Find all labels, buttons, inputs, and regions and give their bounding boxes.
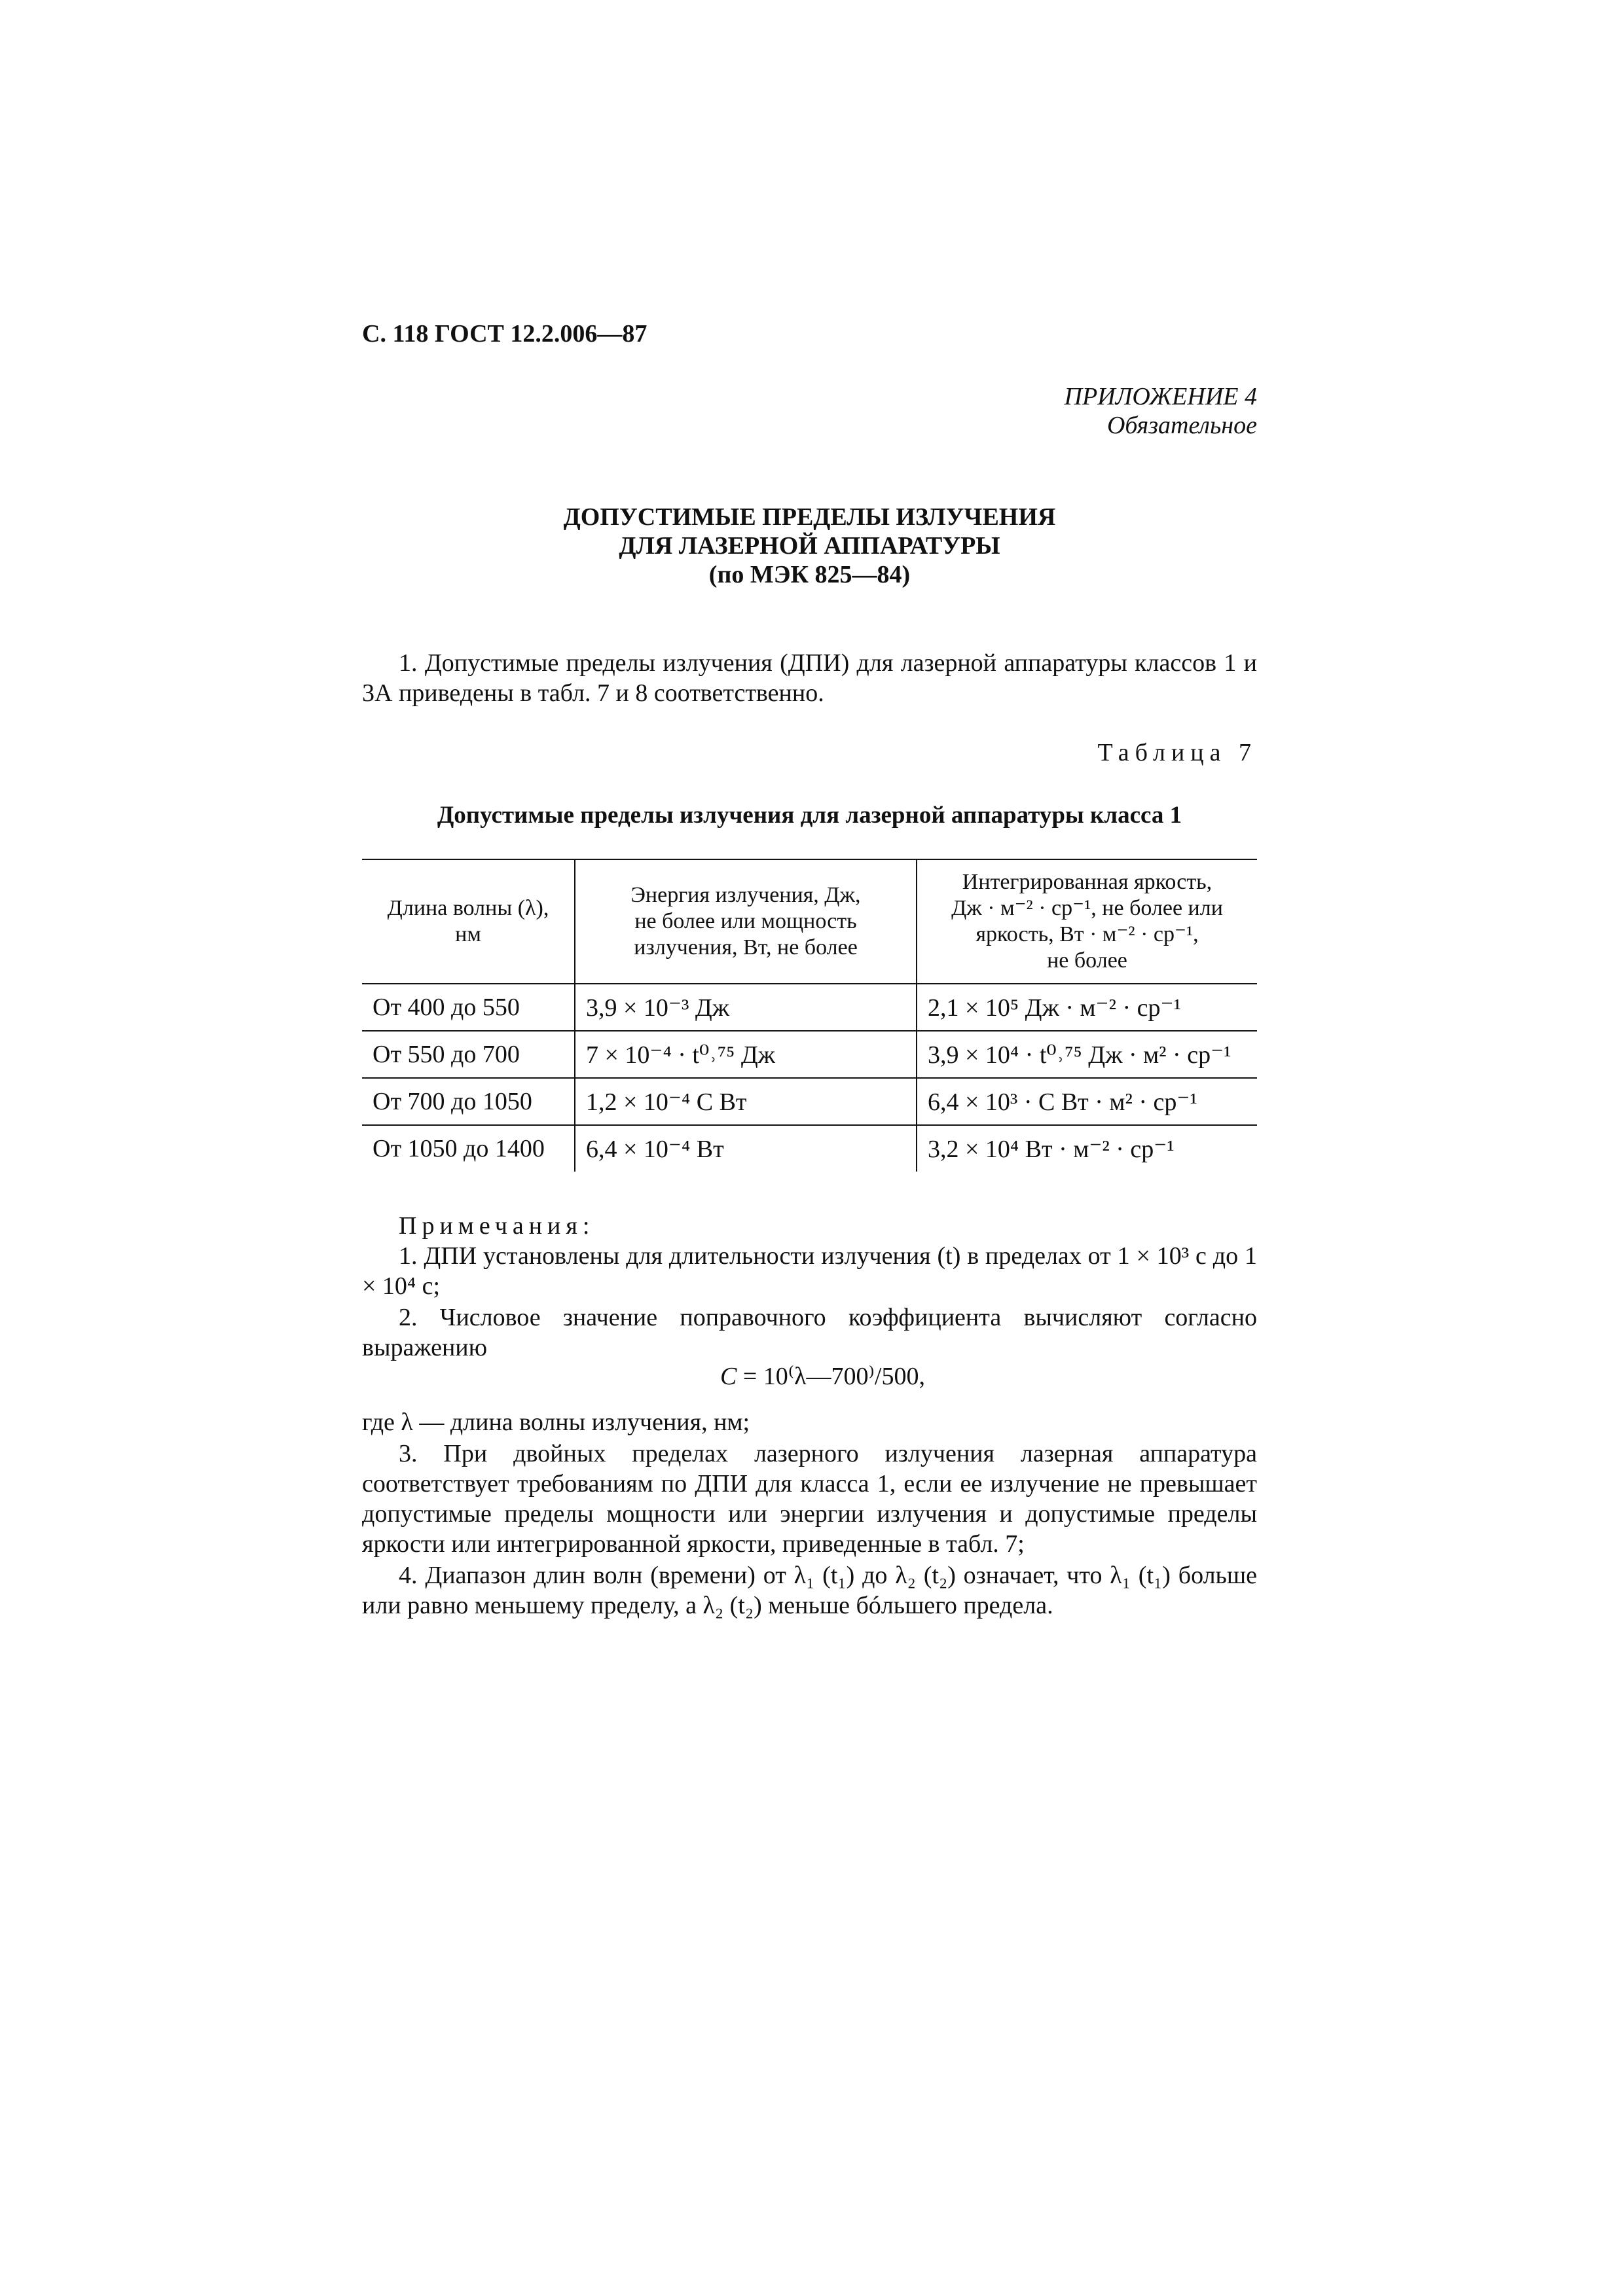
notes-title: Примечания: [399,1212,595,1240]
intro-paragraph: 1. Допустимые пределы излучения (ДПИ) для лазерной аппаратуры классов 1 и 3А приведены в табл. 7 и 8 соответственно. [362,649,1257,707]
cell-radiance: 3,9 × 10⁴ · t⁰˒⁷⁵ Дж · м² · ср⁻¹ [917,1031,1257,1078]
header-radiance [917,859,1257,984]
cell-wavelength: От 400 до 550 [362,984,575,1031]
cell-energy: 3,9 × 10⁻³ Дж [575,984,917,1031]
header-wavelength-line-2: нм [455,922,481,946]
header-radiance-line-2: Дж · м⁻² · ср⁻¹, не более или [951,896,1223,920]
note-4: 4. Диапазон длин волн (времени) от λ₁ (t₁) до λ₂ (t₂) означает, что λ₁ (t₁) больше или равно меньшему пределу, а λ₂ (t₂) меньше бóльшего предела. [362,1562,1257,1619]
cell-wavelength: От 550 до 700 [362,1031,575,1078]
appendix-block [1065,382,1257,440]
table-row [362,1031,1257,1078]
appendix-label: ПРИЛОЖЕНИЕ 4 [1064,383,1257,410]
cell-wavelength: От 700 до 1050 [362,1078,575,1125]
correction-formula [720,1361,925,1391]
header-radiance-line-1: Интегрированная яркость, [962,870,1213,894]
title-line-1: ДОПУСТИМЫЕ ПРЕДЕЛЫ ИЗЛУЧЕНИЯ [563,503,1056,531]
header-energy-line-2: не более или мощность [634,909,857,933]
cell-energy: 7 × 10⁻⁴ · t⁰˒⁷⁵ Дж [575,1031,917,1078]
note-2: 2. Числовое значение поправочного коэффициента вычисляют согласно выражению [362,1304,1257,1361]
formula-rhs: = 10⁽λ—700⁾/500, [742,1363,925,1390]
header-energy-line-3: излучения, Вт, не более [634,935,858,960]
table-row [362,1078,1257,1125]
header-wavelength [362,859,575,984]
cell-energy: 1,2 × 10⁻⁴ C Вт [575,1078,917,1125]
header-wavelength-line-1: Длина волны (λ), [387,896,549,920]
header-radiance-line-4: не более [1047,948,1127,973]
document-title [362,503,1257,589]
cell-radiance: 6,4 × 10³ · C Вт · м² · ср⁻¹ [917,1078,1257,1125]
table-row [362,984,1257,1031]
cell-wavelength: От 1050 до 1400 [373,1135,545,1162]
header-energy [575,859,917,984]
cell-radiance: 2,1 × 10⁵ Дж · м⁻² · ср⁻¹ [917,984,1257,1031]
page-header: С. 118 ГОСТ 12.2.006—87 [362,320,647,348]
note-3: 3. При двойных пределах лазерного излучения лазерная аппаратура соответствует требованиям по ДПИ для класса 1, если ее излучение не превышает допустимые пределы мощности или энергии излучения и допустимые пределы яркости или интегрированной яркости, приведенные в табл. 7; [362,1440,1257,1558]
header-radiance-line-3: яркость, Вт · м⁻² · ср⁻¹, [976,922,1199,946]
emission-limits-table [362,859,1257,1172]
table-header-row [362,859,1257,984]
header-energy-line-1: Энергия излучения, Дж, [630,883,861,907]
cell-energy: 6,4 × 10⁻⁴ Вт [575,1125,917,1172]
formula-lhs: C [720,1363,737,1390]
table-row [362,1125,1257,1172]
cell-radiance: 3,2 × 10⁴ Вт · м⁻² · ср⁻¹ [917,1125,1257,1172]
title-line-2: ДЛЯ ЛАЗЕРНОЙ АППАРАТУРЫ [619,532,1000,560]
appendix-status: Обязательное [1106,412,1257,439]
formula-definition: где λ — длина волны излучения, нм; [362,1408,750,1436]
table-caption: Допустимые пределы излучения для лазерной аппаратуры класса 1 [437,802,1182,829]
table-label: Таблица 7 [1097,739,1257,766]
note-1: 1. ДПИ установлены для длительности излучения (t) в пределах от 1 × 10³ с до 1 × 10⁴ с; [362,1242,1257,1300]
title-line-3: (по МЭК 825—84) [708,561,911,588]
